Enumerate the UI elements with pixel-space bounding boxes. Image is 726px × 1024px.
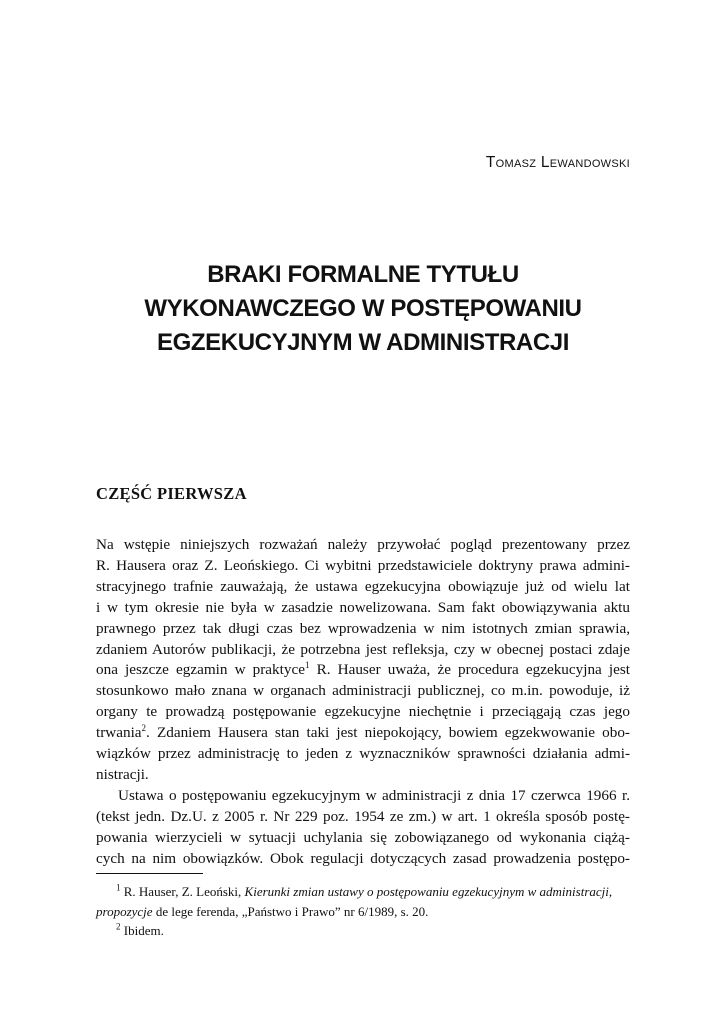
body-line: powania wierzycieli w sytuacji uchylania się zobowiązanego od wykonania ciążą-	[96, 828, 630, 846]
body-text	[96, 535, 630, 870]
body-line: nistracji.	[96, 765, 149, 783]
body-text-span: ona jeszcze egzamin w praktyce	[96, 661, 305, 679]
body-line: stracyjnego trafnie zauważają, że ustawa egzekucyjna obowiązuje już od wielu lat	[96, 577, 630, 595]
body-line: stosunkowo mało znana w organach administracji publicznej, co m.in. powoduje, iż	[96, 682, 630, 700]
footnote-2	[96, 921, 630, 941]
footnote-separator	[96, 873, 203, 874]
body-line	[96, 723, 630, 744]
body-line: i w tym okresie nie była w zasadzie nowelizowana. Sam fakt obowiązywania aktu	[96, 598, 630, 616]
footnote-book-title-cont: propozycje	[96, 903, 153, 919]
body-line: prawnego przez tak długi czas bez wprowadzenia w nim istotnych zmian sprawia,	[96, 619, 630, 637]
footnote-ref-1[interactable]: 1	[304, 660, 310, 671]
body-line: (tekst jedn. Dz.U. z 2005 r. Nr 229 poz. 1954 ze zm.) w art. 1 określa sposób postę-	[96, 807, 630, 825]
body-line: Na wstępie niniejszych rozważań należy przywołać pogląd prezentowany przez	[96, 536, 630, 553]
section-heading: CZĘŚĆ PIERWSZA	[96, 484, 247, 503]
footnote-source: de lege ferenda, „Państwo i Prawo” nr 6/1989, s. 20.	[152, 903, 429, 919]
title-line-2: WYKONAWCZEGO W POSTĘPOWANIU	[144, 295, 582, 322]
body-line: zdaniem Autorów publikacji, że potrzebna jest refleksja, czy w obecnej postaci zdaje	[96, 640, 630, 658]
author-name: Tomasz Lewandowski	[485, 154, 630, 171]
body-line: wiązków przez administrację to jeden z wyznaczników sprawności działania admi-	[96, 745, 630, 763]
body-text-span: R. Hauser uważa, że procedura egzekucyjna jest	[309, 661, 630, 679]
title-line-1: BRAKI FORMALNE TYTUŁU	[207, 261, 519, 288]
body-text-span: . Zdaniem Hausera stan taki jest niepokojący, bowiem egzekwowanie obo-	[146, 724, 630, 742]
footnotes	[96, 882, 630, 941]
footnote-authors: R. Hauser, Z. Leoński,	[120, 884, 245, 899]
body-line: Ustawa o postępowaniu egzekucyjnym w administracji z dnia 17 czerwca 1966 r.	[118, 786, 630, 804]
body-text-span: trwania	[96, 724, 142, 742]
body-line	[96, 660, 630, 681]
footnote-ref-2[interactable]: 2	[141, 723, 147, 734]
article-title	[96, 258, 630, 360]
body-line: organy te prowadzą postępowanie egzekucyjne niechętnie i przeciągają czas jego	[96, 703, 630, 721]
footnote-book-title: Kierunki zmian ustawy o postępowaniu egzekucyjnym w administracji,	[244, 884, 613, 899]
footnote-1-continued	[96, 902, 630, 922]
body-line: R. Hausera oraz Z. Leońskiego. Ci wybitni przedstawiciele doktryny prawa admini-	[96, 556, 630, 574]
footnote-number: 1	[116, 882, 121, 893]
title-line-3: EGZEKUCYJNYM W ADMINISTRACJI	[157, 329, 569, 356]
footnote-1	[96, 882, 630, 902]
body-line: cych na nim obowiązków. Obok regulacji dotyczących zasad prowadzenia postępo-	[96, 849, 630, 867]
footnote-number: 2	[116, 921, 121, 932]
footnote-text: Ibidem.	[120, 923, 164, 938]
page	[96, 0, 630, 1024]
